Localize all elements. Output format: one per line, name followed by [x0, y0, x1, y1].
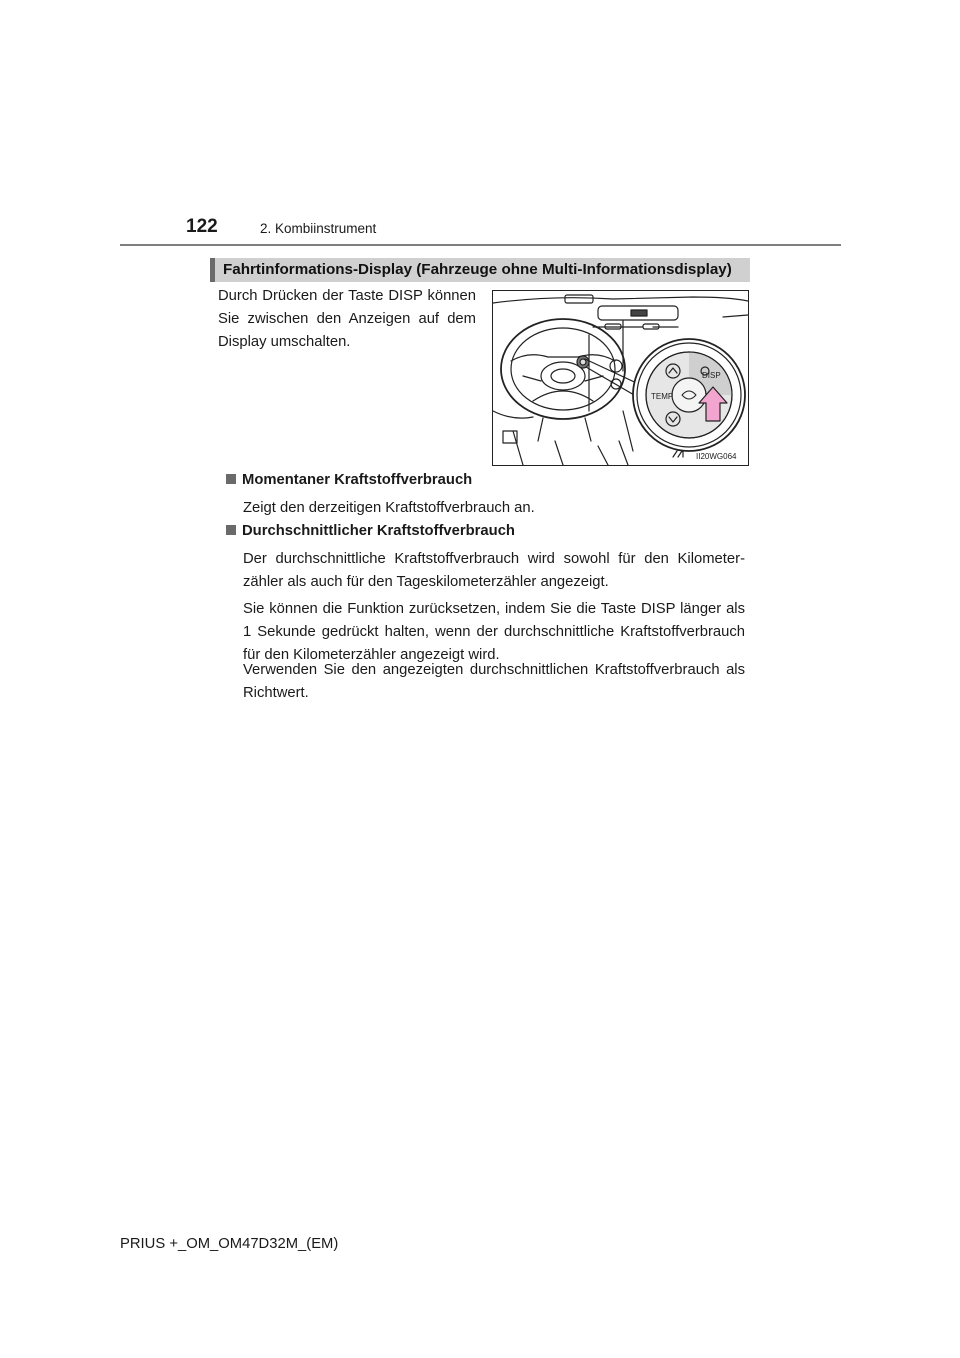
item-heading-momentary — [226, 472, 472, 488]
bullet-square-icon — [226, 525, 236, 535]
header-divider — [120, 244, 841, 246]
page-number: 122 — [186, 216, 218, 237]
temp-label: TEMP — [651, 392, 674, 401]
item-heading-text: Durchschnittlicher Kraftstoffverbrauch — [242, 523, 515, 539]
dashboard-illustration — [492, 290, 749, 466]
intro-text: Durch Drücken der Taste DISP können Sie zwischen den Anzeigen auf dem Display umschalten. — [218, 288, 476, 350]
section-accent — [210, 258, 215, 282]
paragraph: Verwenden Sie den angezeigten durchschnittlichen Kraftstoffverbrauch als Richtwert. — [243, 662, 745, 701]
paragraph: Der durchschnittliche Kraftstoffverbrauch wird sowohl für den Kilometerzähler als auch für den Tageskilometerzähler angezeigt. — [243, 551, 745, 590]
section-heading-bar — [210, 258, 750, 282]
section-title: Fahrtinformations-Display (Fahrzeuge ohne Multi-Informationsdisplay) — [223, 261, 732, 278]
figure-code: II20WG064 — [696, 452, 737, 461]
paragraph: Sie können die Funktion zurücksetzen, indem Sie die Taste DISP länger als 1 Sekunde gedrückt halten, wenn der durchschnittliche Kraftstoffverbrauch für den Kilometerzähler angezeigt wird. — [243, 601, 745, 663]
footer-doc-code: PRIUS +_OM_OM47D32M_(EM) — [120, 1236, 339, 1252]
disp-label: DISP — [702, 371, 721, 380]
item-heading-text: Momentaner Kraftstoffverbrauch — [242, 472, 473, 488]
bullet-square-icon — [226, 474, 236, 484]
paragraph: Zeigt den derzeitigen Kraftstoffverbrauch an. — [243, 500, 535, 516]
item-heading-average — [226, 523, 515, 539]
chapter-title: 2. Kombiinstrument — [260, 221, 377, 236]
